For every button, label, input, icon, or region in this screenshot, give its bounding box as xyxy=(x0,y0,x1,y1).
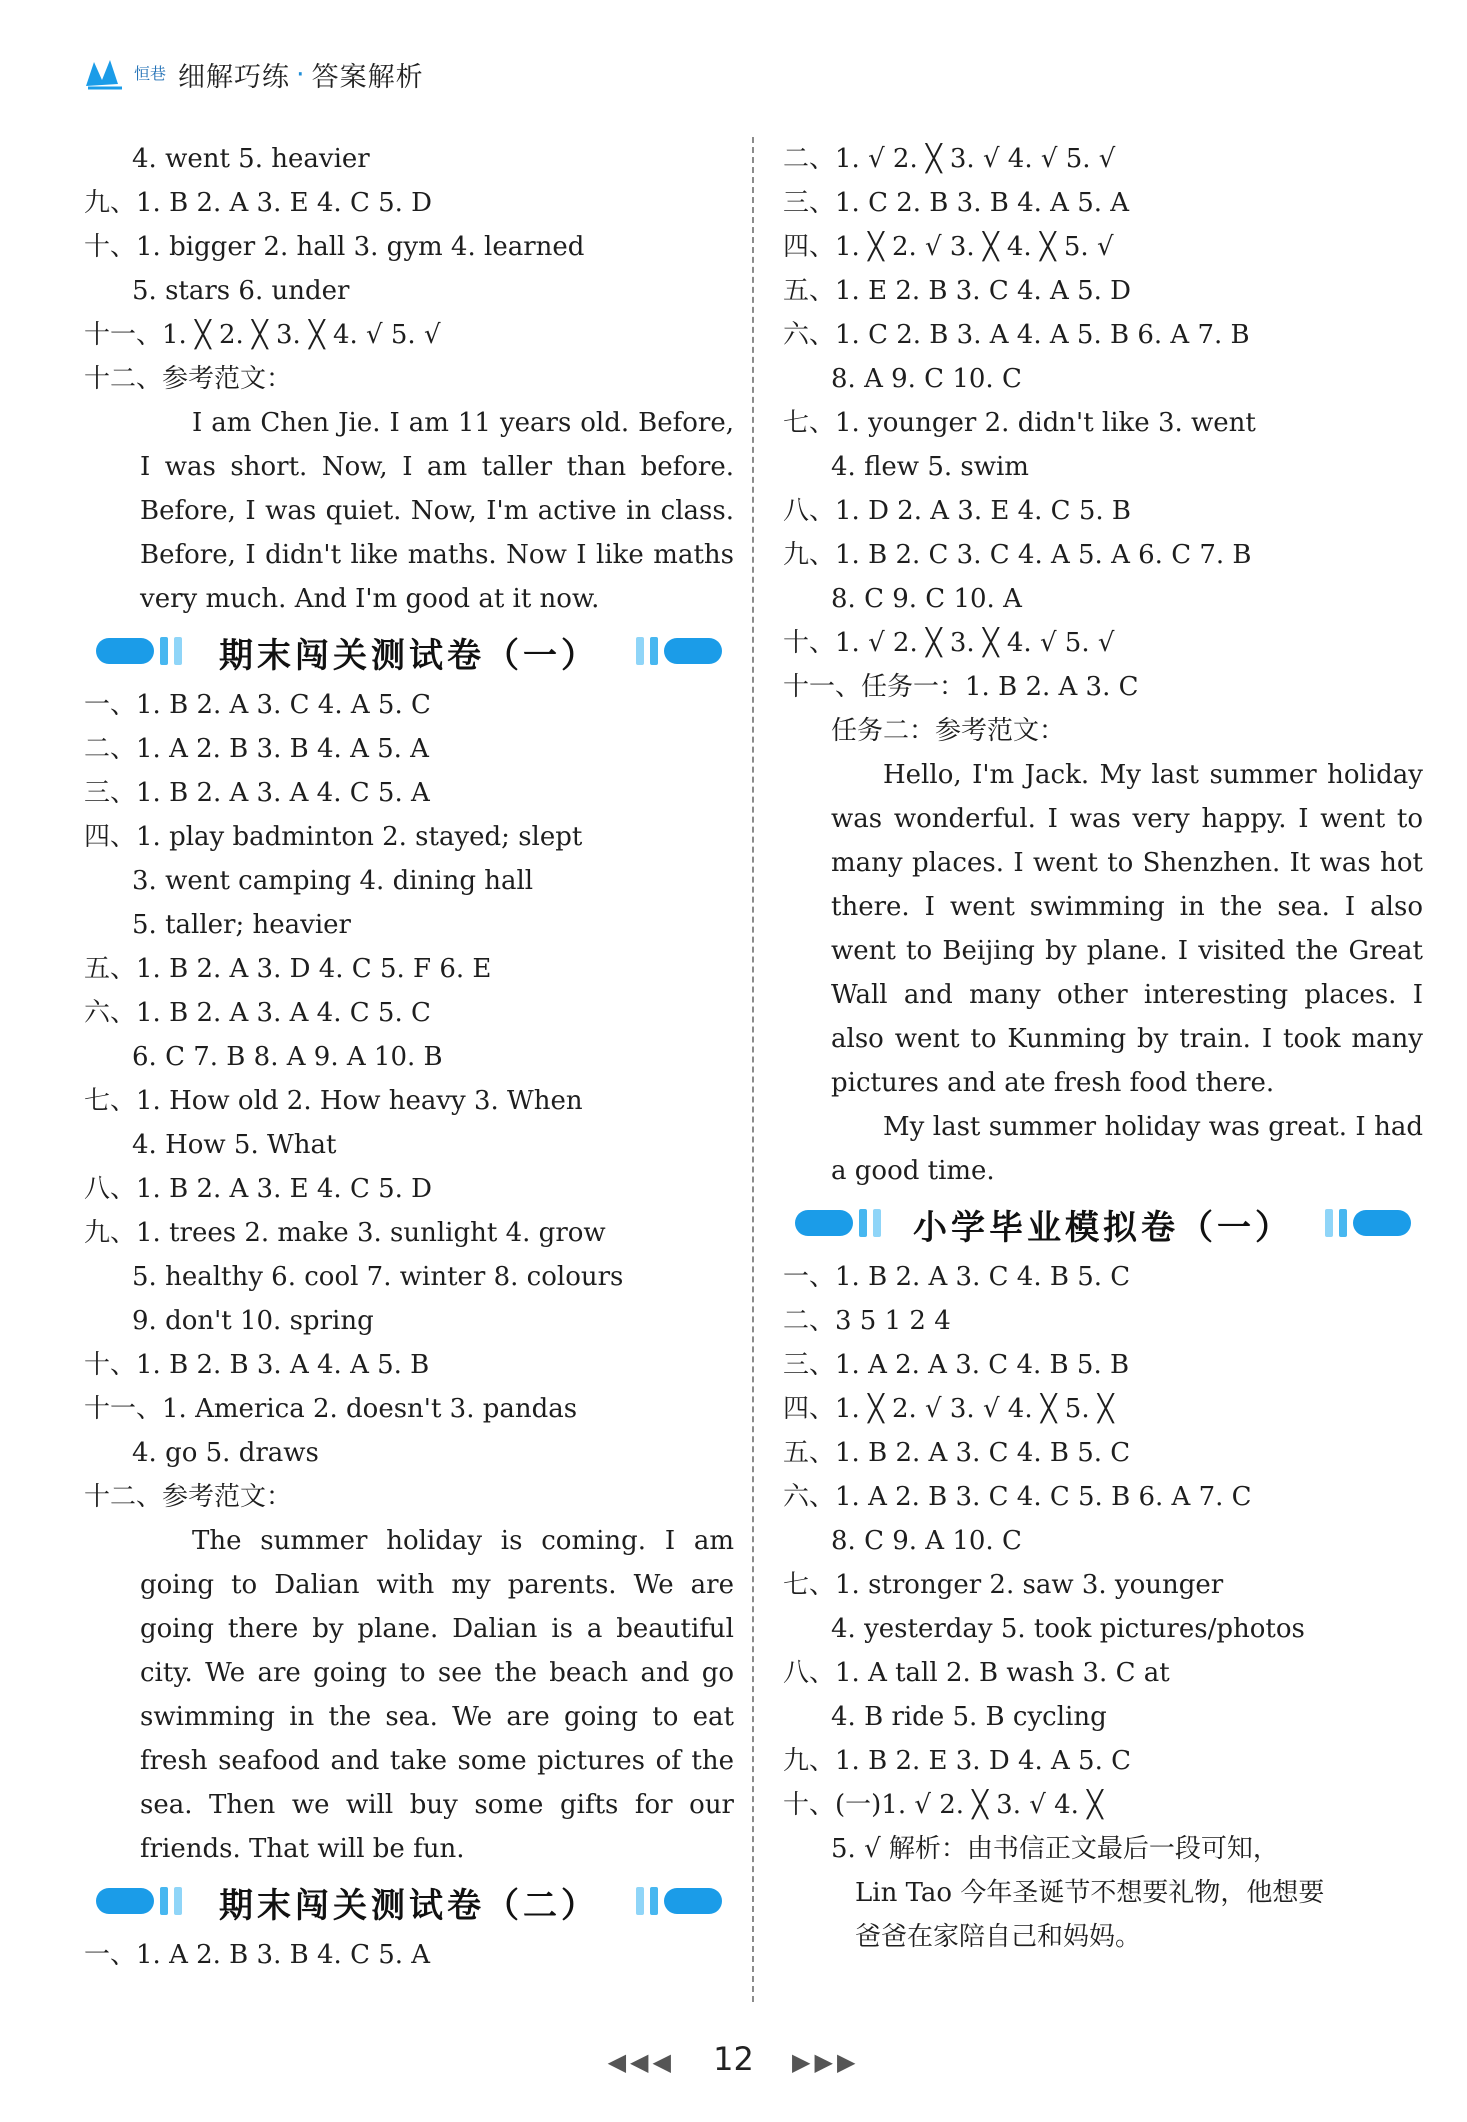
answer-line: 四、1. ╳ 2. √ 3. ╳ 4. ╳ 5. √ xyxy=(783,232,1114,262)
essay-paragraph: The summer holiday is coming. I am going to Dalian with my parents. We are going there by plane. Dalian is a beautiful city. We are going to see the beach and go swimming in the sea. We are going to eat fresh seafood and take some pictures of the sea. Then we will buy some gifts for our friends. That will be fun. xyxy=(140,1526,734,1864)
answer-line: 二、3 5 1 2 4 xyxy=(783,1306,951,1336)
answer-line: 十、1. √ 2. ╳ 3. ╳ 4. √ 5. √ xyxy=(783,628,1115,658)
answer-line: 五、1. B 2. A 3. D 4. C 5. F 6. E xyxy=(84,954,492,984)
page-number: 12 xyxy=(713,2040,754,2078)
page-header xyxy=(84,52,424,96)
explanation-line: 爸爸在家陪自己和妈妈。 xyxy=(855,1922,1142,1952)
answer-line: 九、1. B 2. C 3. C 4. A 5. A 6. C 7. B xyxy=(783,540,1252,570)
answer-line: 九、1. B 2. E 3. D 4. A 5. C xyxy=(783,1746,1132,1776)
sample-essay xyxy=(84,1519,734,1871)
section-title: 期末闯关测试卷（一） xyxy=(219,635,599,676)
book-subtitle: 答案解析 xyxy=(311,61,424,93)
answer-line: 十一、1. ╳ 2. ╳ 3. ╳ 4. √ 5. √ xyxy=(84,320,441,350)
answer-line: 十一、任务一：1. B 2. A 3. C xyxy=(783,672,1139,702)
heading-decoration-left xyxy=(96,640,182,662)
answer-line: 九、1. B 2. A 3. E 4. C 5. D xyxy=(84,188,433,218)
page-footer xyxy=(0,2040,1467,2078)
section-heading xyxy=(783,1195,1423,1253)
answer-line: 四、1. ╳ 2. √ 3. √ 4. ╳ 5. ╳ xyxy=(783,1394,1114,1424)
left-column xyxy=(84,137,734,1977)
essay-paragraph: I am Chen Jie. I am 11 years old. Before, I was short. Now, I am taller than before. Before, I was quiet. Now, I'm active in class. Before, I didn't like maths. Now I like maths very much. And I'm good at it now. xyxy=(140,408,734,614)
answer-line: 6. C 7. B 8. A 9. A 10. B xyxy=(132,1042,443,1072)
answer-line: 8. A 9. C 10. C xyxy=(831,364,1022,394)
answer-line: 九、1. trees 2. make 3. sunlight 4. grow xyxy=(84,1218,606,1248)
answer-line: 二、1. √ 2. ╳ 3. √ 4. √ 5. √ xyxy=(783,144,1116,174)
answer-line: 三、1. B 2. A 3. A 4. C 5. A xyxy=(84,778,430,808)
answer-line: 8. C 9. A 10. C xyxy=(831,1526,1022,1556)
brand-logo-icon xyxy=(84,56,126,92)
section-label: 十二、参考范文： xyxy=(84,1482,293,1512)
answer-line: 一、1. B 2. A 3. C 4. A 5. C xyxy=(84,690,431,720)
section-label: 十二、参考范文： xyxy=(84,364,293,394)
answer-line: 十、(一)1. √ 2. ╳ 3. √ 4. ╳ xyxy=(783,1790,1103,1820)
answer-line: 4. go 5. draws xyxy=(132,1438,319,1468)
answer-line: 5. √ 解析：由书信正文最后一段可知， xyxy=(831,1834,1279,1864)
section-heading xyxy=(84,1873,734,1931)
answer-line: 3. went camping 4. dining hall xyxy=(132,866,534,896)
answer-line: 八、1. B 2. A 3. E 4. C 5. D xyxy=(84,1174,433,1204)
answer-line: 二、1. A 2. B 3. B 4. A 5. A xyxy=(84,734,429,764)
answer-line: 4. B ride 5. B cycling xyxy=(831,1702,1107,1732)
answer-line: 十、1. B 2. B 3. A 4. A 5. B xyxy=(84,1350,430,1380)
answer-line: 七、1. How old 2. How heavy 3. When xyxy=(84,1086,583,1116)
answer-line: 六、1. B 2. A 3. A 4. C 5. C xyxy=(84,998,431,1028)
answer-line: 一、1. B 2. A 3. C 4. B 5. C xyxy=(783,1262,1131,1292)
heading-decoration-right xyxy=(630,640,722,662)
heading-decoration-right xyxy=(1319,1212,1411,1234)
answer-line: 七、1. younger 2. didn't like 3. went xyxy=(783,408,1256,438)
answer-line: 三、1. A 2. A 3. C 4. B 5. B xyxy=(783,1350,1130,1380)
answer-line: 八、1. D 2. A 3. E 4. C 5. B xyxy=(783,496,1132,526)
answer-line: 4. went 5. heavier xyxy=(132,144,370,174)
title-separator: · xyxy=(296,58,306,90)
section-label: 任务二：参考范文： xyxy=(831,716,1066,746)
section-title: 期末闯关测试卷（二） xyxy=(219,1885,599,1926)
answer-line: 七、1. stronger 2. saw 3. younger xyxy=(783,1570,1224,1600)
essay-paragraph: My last summer holiday was great. I had a good time. xyxy=(831,1112,1423,1186)
answer-line: 5. taller; heavier xyxy=(132,910,351,940)
answer-line: 一、1. A 2. B 3. B 4. C 5. A xyxy=(84,1940,431,1970)
answer-line: 八、1. A tall 2. B wash 3. C at xyxy=(783,1658,1170,1688)
next-arrows-icon: ▶▶▶ xyxy=(792,2048,860,2076)
book-title: 细解巧练 xyxy=(178,61,291,93)
answer-line: 六、1. A 2. B 3. C 4. C 5. B 6. A 7. C xyxy=(783,1482,1252,1512)
answer-line: 四、1. play badminton 2. stayed; slept xyxy=(84,822,583,852)
answer-line: 8. C 9. C 10. A xyxy=(831,584,1022,614)
heading-decoration-left xyxy=(96,1890,182,1912)
answer-line: 五、1. B 2. A 3. C 4. B 5. C xyxy=(783,1438,1131,1468)
heading-decoration-left xyxy=(795,1212,881,1234)
brand-name: 恒巷 xyxy=(134,64,167,83)
heading-decoration-right xyxy=(630,1890,722,1912)
column-divider xyxy=(752,137,754,2002)
essay-paragraph: Hello, I'm Jack. My last summer holiday was wonderful. I was very happy. I went to many places. I went to Shenzhen. It was hot there. I went swimming in the sea. I also went to Beijing by plane. I visited the Great Wall and many other interesting places. I also went to Kunming by train. I took many pictures and ate fresh food there. xyxy=(831,760,1423,1098)
answer-line: 5. healthy 6. cool 7. winter 8. colours xyxy=(132,1262,624,1292)
answer-line: 五、1. E 2. B 3. C 4. A 5. D xyxy=(783,276,1132,306)
answer-line: 三、1. C 2. B 3. B 4. A 5. A xyxy=(783,188,1130,218)
answer-line: 六、1. C 2. B 3. A 4. A 5. B 6. A 7. B xyxy=(783,320,1250,350)
answer-line: 十一、1. America 2. doesn't 3. pandas xyxy=(84,1394,578,1424)
section-title: 小学毕业模拟卷（一） xyxy=(913,1207,1293,1248)
answer-line: 4. How 5. What xyxy=(132,1130,337,1160)
right-column xyxy=(783,137,1423,1959)
answer-line: 4. flew 5. swim xyxy=(831,452,1029,482)
sample-essay xyxy=(84,401,734,621)
section-heading xyxy=(84,623,734,681)
answer-line: 十、1. bigger 2. hall 3. gym 4. learned xyxy=(84,232,585,262)
explanation-line: Lin Tao 今年圣诞节不想要礼物，他想要 xyxy=(855,1878,1325,1908)
prev-arrows-icon: ◀◀◀ xyxy=(607,2048,675,2076)
answer-line: 5. stars 6. under xyxy=(132,276,350,306)
answer-line: 9. don't 10. spring xyxy=(132,1306,374,1336)
sample-essay xyxy=(783,753,1423,1193)
answer-line: 4. yesterday 5. took pictures/photos xyxy=(831,1614,1305,1644)
